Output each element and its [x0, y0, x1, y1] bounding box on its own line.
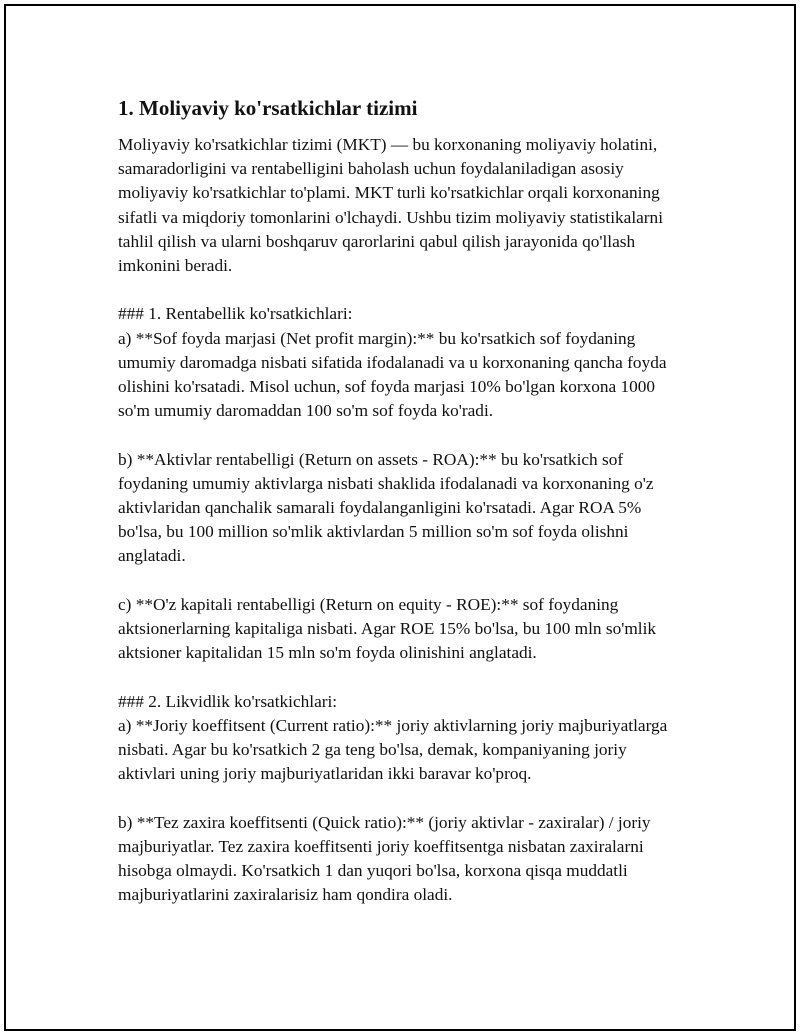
document-body [118, 93, 688, 907]
section-2-title: ### 2. Likvidlik ko'rsatkichlari: [118, 691, 338, 711]
section-2-item-b: b) **Tez zaxira koeffitsenti (Quick ratio):** (joriy aktivlar - zaxiralar) / joriy majburiyatlar. Tez zaxira koeffitsenti joriy koeffitsentga nisbatan zaxiralarni hisobga olmaydi. Ko'rsatkich 1 dan yuqori bo'lsa, korxona qisqa muddatli majburiyatlarini zaxiralarisiz ham qondira oladi. [118, 812, 651, 905]
section-1-item-c: c) **O'z kapitali rentabelligi (Return on equity - ROE):** sof foydaning aktsionerlarning kapitaliga nisbati. Agar ROE 15% bo'lsa, bu 100 mln so'mlik aktsioner kapitalidan 15 mln so'm foyda olinishini anglatadi. [118, 594, 657, 663]
paragraph-gap [118, 569, 688, 593]
paragraph-gap [118, 423, 688, 447]
paragraph-gap [118, 665, 688, 689]
section-1-title: ### 1. Rentabellik ko'rsatkichlari: [118, 304, 353, 324]
section-1-item-a: a) **Sof foyda marjasi (Net profit margin):** bu ko'rsatkich sof foydaning umumiy daromadga nisbati sifatida ifodalanadi va u korxonaning qancha foyda olishini ko'rsatadi. Misol uchun, sof foyda marjasi 10% bo'lgan korxona 1000 so'm umumiy daromaddan 100 so'm sof foyda ko'radi. [118, 328, 667, 421]
paragraph-gap [118, 278, 688, 302]
section-2-item-a: a) **Joriy koeffitsent (Current ratio):** joriy aktivlarning joriy majburiyatlarga nisbati. Agar bu ko'rsatkich 2 ga teng bo'lsa, demak, kompaniyaning joriy aktivlari uning joriy majburiyatlaridan ikki baravar ko'proq. [118, 715, 668, 784]
page-title: 1. Moliyaviy ko'rsatkichlar tizimi [118, 96, 418, 120]
intro-paragraph: Moliyaviy ko'rsatkichlar tizimi (MKT) — bu korxonaning moliyaviy holatini, samaradorligini va rentabelligini baholash uchun foydalaniladigan asosiy moliyaviy ko'rsatkichlar to'plami. MKT turli ko'rsatkichlar orqali korxonaning sifatli va miqdoriy tomonlarini o'lchaydi. Ushbu tizim moliyaviy statistikalarni tahlil qilish va ularni boshqaruv qarorlarini qabul qilish jarayonida qo'llash imkonini beradi. [118, 135, 663, 276]
section-1-item-b: b) **Aktivlar rentabelligi (Return on assets - ROA):** bu ko'rsatkich sof foydaning umumiy aktivlarga nisbati shaklida ifodalanadi va korxonaning o'z aktivlaridan qanchalik samarali foydalanganligini ko'rsatadi. Agar ROA 5% bo'lsa, bu 100 million so'mlik aktivlardan 5 million so'm sof foyda olishni anglatadi. [118, 449, 654, 566]
paragraph-gap [118, 786, 688, 810]
